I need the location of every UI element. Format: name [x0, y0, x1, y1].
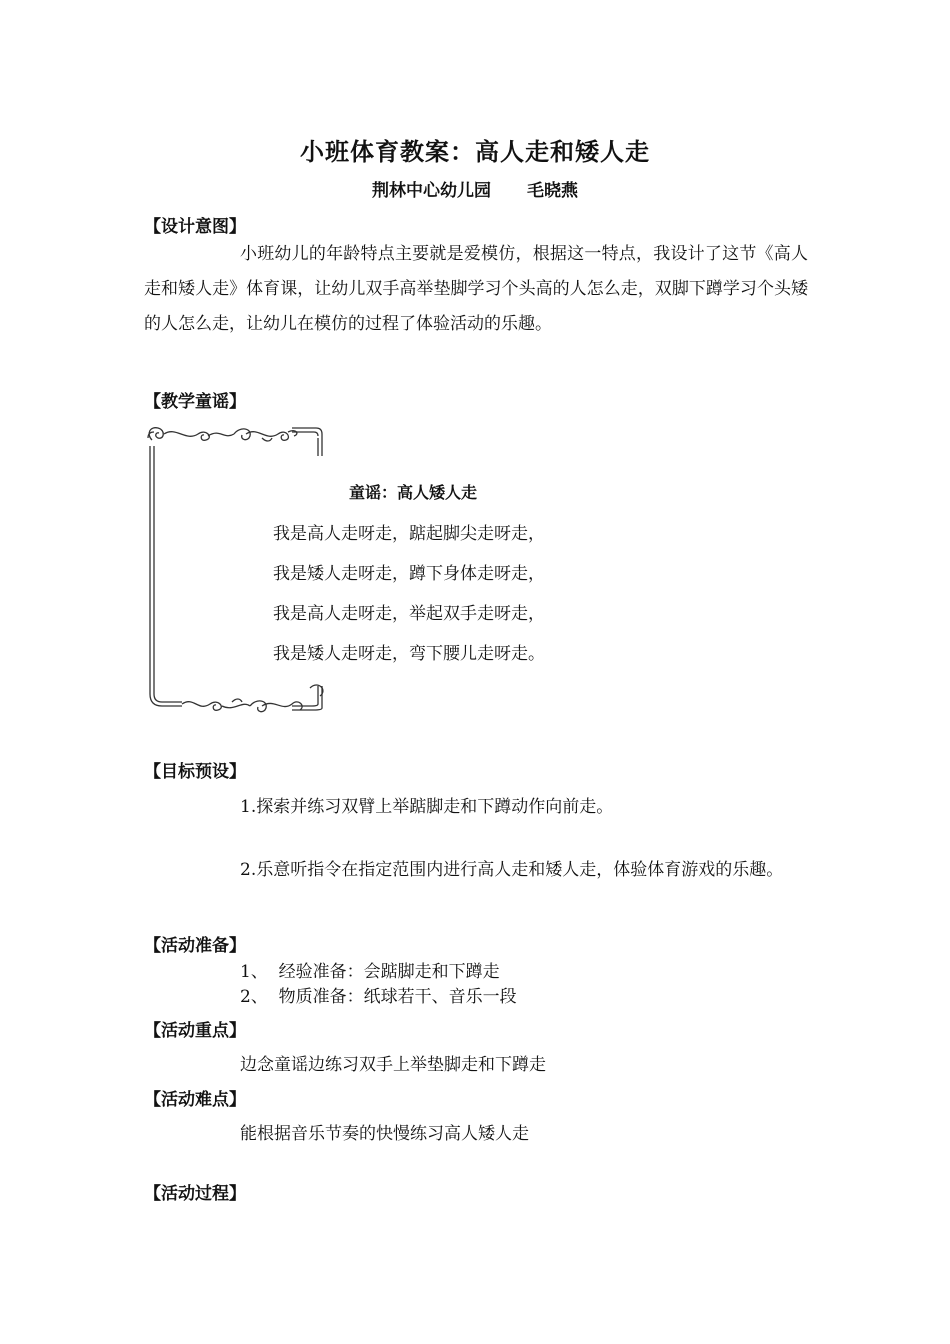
section-heading-key-point: 【活动重点】 [144, 1021, 246, 1041]
rhyme-line: 我是高人走呀走，举起双手走呀走， [273, 604, 545, 624]
section-heading-design-intent: 【设计意图】 [144, 217, 246, 237]
section-heading-goals: 【目标预设】 [144, 762, 246, 782]
design-intent-paragraph: 小班幼儿的年龄特点主要就是爱模仿，根据这一特点，我设计了这节《高人走和矮人走》体育课，让幼儿双手高举垫脚学习个头高的人怎么走，双脚下蹲学习个头矮的人怎么走，让幼儿在模仿的过程了体验活动的乐趣。 [144, 244, 808, 334]
difficulty-text: 能根据音乐节奏的快慢练习高人矮人走 [240, 1124, 529, 1144]
author-name: 毛晓燕 [527, 181, 578, 201]
author-line [0, 176, 950, 201]
preparation-item: 1、 经验准备：会踮脚走和下蹲走 [240, 962, 500, 982]
rhyme-line: 我是高人走呀走，踮起脚尖走呀走， [273, 524, 545, 544]
rhyme-title: 童谣：高人矮人走 [349, 483, 478, 502]
rhyme-line: 我是矮人走呀走，蹲下身体走呀走， [273, 564, 545, 584]
goal-item: 1.探索并练习双臂上举踮脚走和下蹲动作向前走。 [240, 797, 614, 817]
goal-item: 2.乐意听指令在指定范围内进行高人走和矮人走，体验体育游戏的乐趣。 [240, 860, 784, 880]
section-heading-rhyme: 【教学童谣】 [144, 392, 246, 412]
section-heading-preparation: 【活动准备】 [144, 936, 246, 956]
author-organization: 荆林中心幼儿园 [372, 181, 491, 201]
rhyme-line: 我是矮人走呀走，弯下腰儿走呀走。 [273, 644, 545, 664]
page-title: 小班体育教案：高人走和矮人走 [300, 138, 650, 166]
section-heading-difficulty: 【活动难点】 [144, 1090, 246, 1110]
key-point-text: 边念童谣边练习双手上举垫脚走和下蹲走 [240, 1055, 546, 1075]
preparation-item: 2、 物质准备：纸球若干、音乐一段 [240, 987, 517, 1007]
section-heading-process: 【活动过程】 [144, 1184, 246, 1204]
